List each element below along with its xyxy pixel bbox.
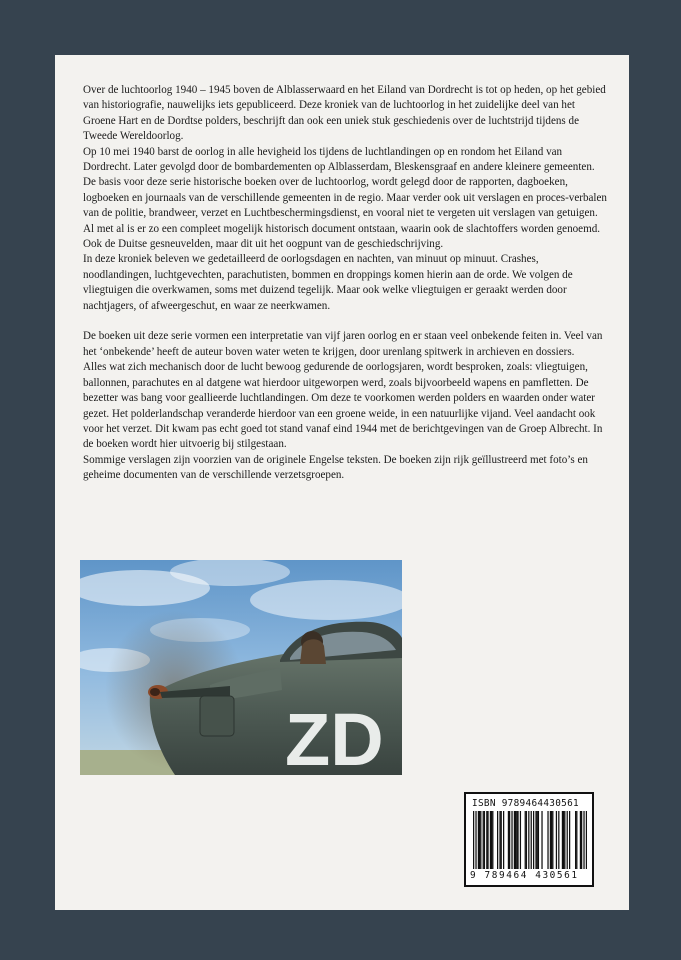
barcode-bar — [483, 811, 484, 869]
blurb-paragraph: Sommige verslagen zijn voorzien van de originele Engelse teksten. De boeken zijn rijk geïllustreerd met foto’s en geheime documenten van de verschillende verzetsgroepen. — [83, 453, 588, 482]
cover-blurb — [83, 83, 608, 484]
aircraft-code-marking: ZD — [285, 698, 384, 775]
barcode-bar — [526, 811, 527, 869]
barcode-bar — [567, 811, 568, 869]
barcode-bar — [478, 811, 479, 869]
barcode-bar — [552, 811, 553, 869]
barcode-bar — [551, 811, 552, 869]
barcode-bar — [486, 811, 487, 869]
barcode-bar — [487, 811, 488, 869]
barcode-bar — [484, 811, 485, 869]
barcode-bar — [535, 811, 536, 869]
barcode-bar — [525, 811, 526, 869]
barcode-bar — [569, 811, 570, 869]
barcode-bar — [556, 811, 557, 869]
barcode-bar — [492, 811, 493, 869]
blurb-paragraph: De boeken uit deze serie vormen een interpretatie van vijf jaren oorlog en er staan veel onbekende feiten in. Veel van het ‘onbekende’ heeft de auteur boven water weten te krijgen, door urenlang spitwerk in archieven en dossiers. — [83, 330, 603, 358]
barcode-bar — [508, 811, 509, 869]
barcode-bar — [528, 811, 529, 869]
barcode-bar — [586, 811, 587, 869]
barcode-bar — [562, 811, 563, 869]
blurb-paragraph: In deze kroniek beleven we gedetailleerd de oorlogsdagen en nachten, van minuut op minuut. Crashes, noodlandingen, luchtgevechten, parachutisten, bommen en droppings komen hierin aan de orde. We volgen de vliegtuigen die overkwamen, soms met duizend tegelijk. Maar ook welke vliegtuigen er geraakt werden door nachtjagers, of afweergeschut, en waar ze neerkwamen. — [83, 253, 573, 312]
barcode-bar — [520, 811, 521, 869]
barcode-bar — [541, 811, 542, 869]
barcode-bar — [501, 811, 502, 869]
barcode-bar — [538, 811, 539, 869]
barcode-bar — [516, 811, 517, 869]
blurb-paragraph: De basis voor deze serie historische boeken over de luchtoorlog, wordt gelegd door de rapporten, dagboeken, logboeken en journaals van de verschillende gemeenten in de regio. Maar verder ook uit verslagen en proces-verbalen van de politie, brandweer, verzet en Luchtbeschermingsdienst, en vooral niet te vergeten uit verslagen van getuigen. Al met al is er zo een compleet mogelijk historisch document ontstaan, waarin ook de slachtoffers worden genoemd. Ook de Duitse gesneuvelden, maar dit uit het oogpunt van de geschiedschrijving. — [83, 176, 607, 251]
barcode-bar — [580, 811, 581, 869]
barcode-bar — [497, 811, 498, 869]
blurb-paragraph: Over de luchtoorlog 1940 – 1945 boven de Alblasserwaard en het Eiland van Dordrecht is tot op heden, op het gebied van historiografie, nauwelijks iets gepubliceerd. Deze kroniek van de luchtoorlog in het zuidelijke deel van het Groene Hart en de Dordtse polders, beschrijft dan ook een uniek stuk geschiedenis over de luchtstrijd tijdens de Tweede Wereldoorlog. — [83, 84, 606, 143]
barcode-bar — [514, 811, 515, 869]
barcode-bar — [490, 811, 491, 869]
barcode-bar — [517, 811, 518, 869]
barcode-bar — [480, 811, 481, 869]
blurb-paragraph: Op 10 mei 1940 barst de oorlog in alle hevigheid los tijdens de luchtlandingen op en rondom het Eiland van Dordrecht. Later gevolgd door de bombardementen op Alblasserdam, Bleskensgraaf en andere kleinere gemeenten. — [83, 145, 595, 174]
barcode-bar — [563, 811, 564, 869]
barcode-bar — [479, 811, 480, 869]
barcode-bar — [550, 811, 551, 869]
barcode-bar — [473, 811, 474, 869]
ean-digits: 9 789464 430561 — [470, 870, 579, 881]
spitfire-photo — [80, 560, 402, 775]
barcode-bar — [537, 811, 538, 869]
blurb-paragraph: Alles wat zich mechanisch door de lucht bewoog gedurende de oorlogsjaren, wordt besproken, zoals: vliegtuigen, ballonnen, parachutes en al datgene wat hierdoor uitgeworpen werd, zoals bijvoorbeeld wapens en pamfletten. De bezetter was bang voor geallieerde luchtlandingen. Om deze te voorkomen werden polders en waarden onder water gezet. Het polderlandschap veranderde hierdoor van een groene weide, in een natuurlijke vijand. Veel aandacht ook voor het verzet. Dit kwam pas echt goed tot stand vanaf eind 1944 met de berichtgevingen van de Groep Albrecht. In de boeken wordt hier uitvoerig bij stilgestaan. — [83, 361, 603, 451]
barcode-bar — [564, 811, 565, 869]
barcode-bar — [533, 811, 534, 869]
back-cover-panel — [55, 55, 629, 910]
isbn-label: ISBN 9789464430561 — [472, 798, 579, 809]
barcode-bar — [531, 811, 532, 869]
barcode-bar — [491, 811, 492, 869]
barcode-bar — [547, 811, 548, 869]
barcode-bar — [576, 811, 577, 869]
barcode-bar — [515, 811, 516, 869]
barcode-bar — [499, 811, 500, 869]
barcode-bar — [475, 811, 476, 869]
barcode-bar — [509, 811, 510, 869]
barcode-bar — [583, 811, 584, 869]
barcode-bars — [473, 811, 587, 869]
isbn-barcode — [464, 792, 594, 887]
barcode-bar — [575, 811, 576, 869]
barcode-bar — [558, 811, 559, 869]
barcode-bar — [511, 811, 512, 869]
barcode-bar — [503, 811, 504, 869]
barcode-bar — [581, 811, 582, 869]
